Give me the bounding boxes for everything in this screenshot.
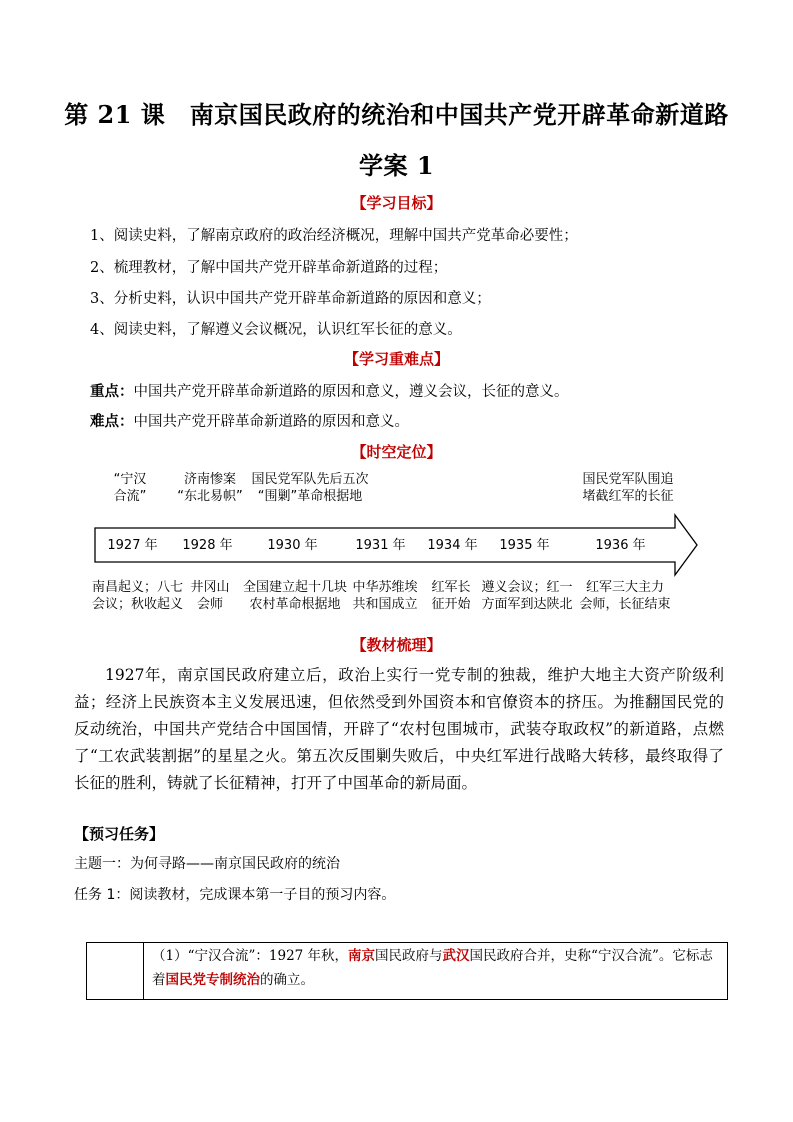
timeline-event-below: 红军三大主力 会师，长征结束 [579, 580, 671, 612]
timeline-event-above: “宁汉 合流” [113, 472, 147, 504]
table-row [87, 943, 728, 1000]
goal-item: 1、阅读史料，了解南京政府的政治经济概况，理解中国共产党革命必要性； [90, 228, 578, 244]
hard-point [90, 410, 409, 431]
timeline-event-above: 济南惨案 “东北易帜” [177, 472, 243, 504]
timeline-event-below: 红军长 征开始 [431, 580, 471, 612]
section-header-goals: 【学习目标】 [351, 194, 442, 212]
page-title: 第 21 课 南京国民政府的统治和中国共产党开辟革命新道路 [64, 100, 729, 129]
key-point [90, 380, 569, 401]
goal-item: 4、阅读史料，了解遵义会议概况，认识红军长征的意义。 [90, 322, 462, 338]
timeline-year: 1927 年 [107, 538, 158, 553]
timeline-event-above: 国民党军队围追 堵截红军的长征 [582, 472, 674, 504]
highlight-text: 武汉 [442, 948, 470, 964]
hard-point-text: 中国共产党开辟革命新道路的原因和意义。 [133, 414, 409, 430]
table-text: 国民政府合并，史称“宁汉合流”。它标志着 [152, 948, 713, 988]
table-text: 的确立。 [260, 972, 314, 988]
timeline-event-below: 中华苏维埃 共和国成立 [352, 580, 418, 612]
section-header-timeline: 【时空定位】 [351, 443, 442, 461]
goal-item: 2、梳理教材，了解中国共产党开辟革命新道路的过程； [90, 260, 448, 276]
table-text: 国民政府与 [375, 948, 443, 964]
section-header-preview: 【预习任务】 [74, 825, 165, 843]
table-cell-empty [87, 943, 144, 1000]
hard-point-label: 难点： [90, 413, 134, 430]
table-cell-content [144, 943, 728, 1000]
highlight-text: 国民党专制统治 [165, 972, 260, 988]
section-header-textbook: 【教材梳理】 [351, 636, 442, 654]
table-text: （1）“宁汉合流”：1927 年秋， [152, 948, 349, 964]
timeline-event-below: 遵义会议；红一 方面军到达陕北 [481, 580, 573, 612]
preview-task: 任务 1：阅读教材，完成课本第一子目的预习内容。 [74, 887, 396, 903]
timeline-event-below: 全国建立起十几块 农村革命根据地 [242, 580, 347, 612]
highlight-text: 南京 [348, 948, 376, 964]
timeline-year: 1931 年 [355, 538, 406, 553]
timeline-year: 1928 年 [182, 538, 233, 553]
section-header-keypoints: 【学习重难点】 [343, 350, 449, 368]
goal-item: 3、分析史料，认识中国共产党开辟革命新道路的原因和意义； [90, 291, 491, 307]
timeline-year: 1935 年 [499, 538, 550, 553]
timeline-year: 1936 年 [595, 538, 646, 553]
timeline-event-below: 井冈山 会师 [190, 580, 230, 612]
preview-topic: 主题一：为何寻路——南京国民政府的统治 [74, 856, 340, 872]
timeline-event-below: 南昌起义；八七 会议；秋收起义 [91, 580, 183, 612]
preview-table [86, 942, 728, 1000]
timeline-year: 1930 年 [267, 538, 318, 553]
timeline-year: 1934 年 [427, 538, 478, 553]
page-subtitle: 学案 1 [358, 151, 435, 180]
textbook-summary: 1927年，南京国民政府建立后，政治上实行一党专制的独裁，维护大地主大资产阶级利益；经济上民族资本主义发展迅速，但依然受到外国资本和官僚资本的挤压。为推翻国民党的反动统治，中国共产党结合中国国情，开辟了“农村包围城市，武装夺取政权”的新道路，点燃了“工农武装割据”的星星之火。第五次反围剿失败后，中央红军进行战略大转移，最终取得了长征的胜利，铸就了长征精神，打开了中国革命的新局面。 [74, 666, 724, 792]
timeline-event-above: 国民党军队先后五次 “围剿”革命根据地 [251, 472, 369, 504]
key-point-text: 中国共产党开辟革命新道路的原因和意义，遵义会议，长征的意义。 [133, 384, 569, 400]
key-point-label: 重点： [90, 383, 134, 400]
timeline-figure [90, 465, 702, 620]
